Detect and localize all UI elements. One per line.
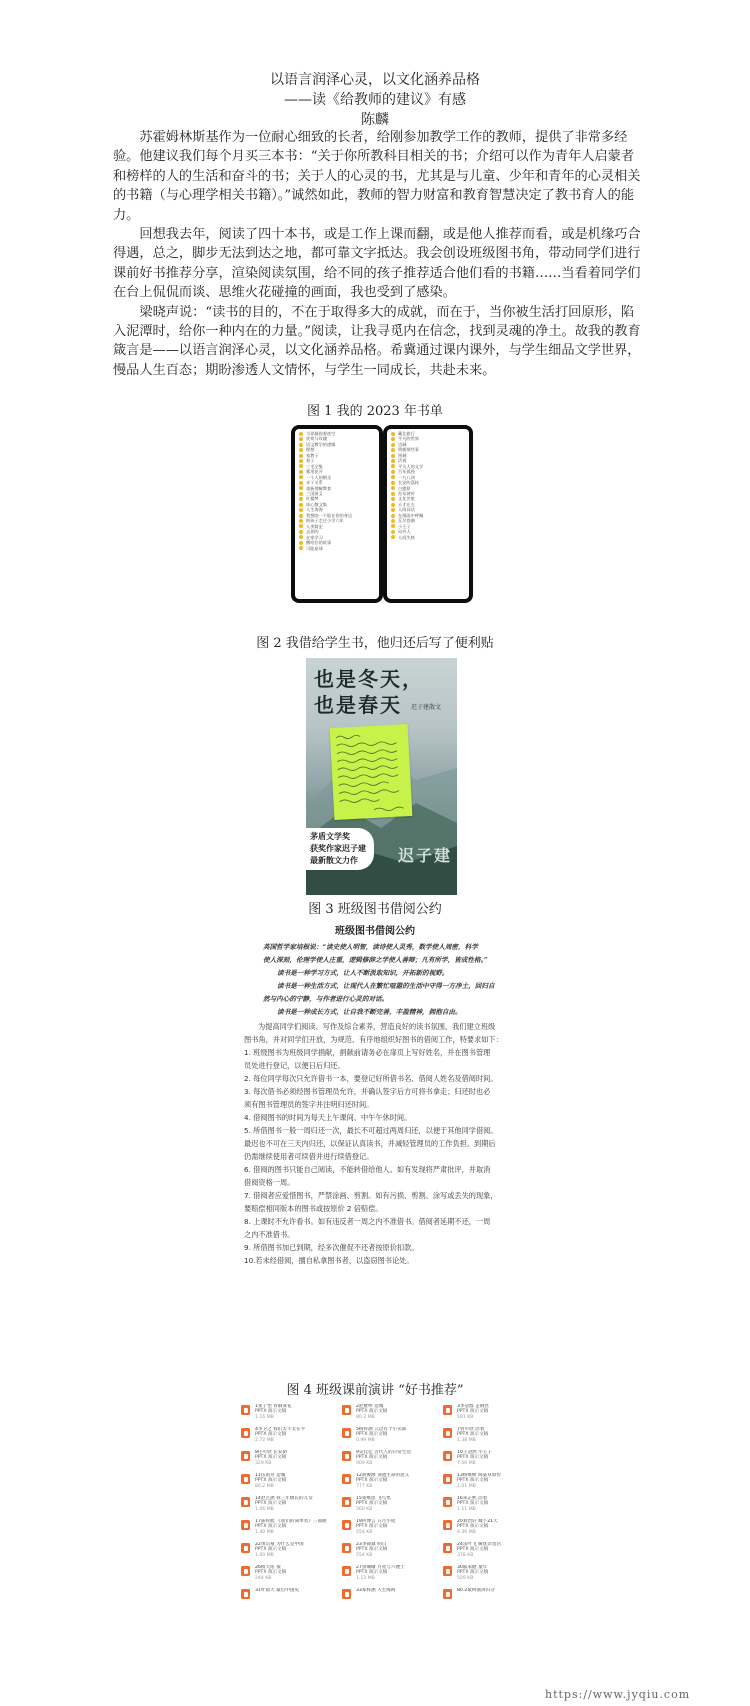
file-name: 23李锦诚 明日	[356, 1542, 387, 1547]
file-name: 2赵雅婷 边城	[356, 1404, 384, 1409]
file-size: 1.13 MB	[356, 1575, 375, 1581]
file-meta	[457, 1404, 489, 1420]
cover-author: 迟子建	[398, 846, 453, 865]
file-item[interactable]	[342, 1496, 437, 1516]
file-name: 80.2最终演讲归分	[457, 1588, 495, 1593]
book-title: 明朝那些事	[398, 447, 419, 453]
file-name: 9吴佳佳 古代人的日常生活	[356, 1450, 411, 1455]
bullet-dot-icon	[391, 475, 395, 479]
bullet-dot-icon	[299, 437, 303, 441]
file-size: 181 KB	[457, 1414, 474, 1420]
file-type: PPTX 演示文稿	[356, 1547, 388, 1553]
file-size: 1.16 MB	[255, 1414, 274, 1420]
book-title: 人类简史	[306, 523, 323, 529]
bullet-dot-icon	[391, 508, 395, 512]
quote-line: 使人深刻，伦理学使人庄重，逻辑修辞之学使人善辩；凡有所学，皆成性格。”	[263, 956, 488, 964]
book-title: 督子	[306, 458, 315, 464]
bullet-dot-icon	[299, 432, 303, 436]
bullet-dot-icon	[391, 530, 395, 534]
pptx-file-icon	[342, 1474, 351, 1484]
file-item[interactable]	[241, 1542, 336, 1562]
book-title: 人间词话	[398, 507, 415, 513]
book-cover-photo	[306, 658, 457, 895]
bullet-dot-icon	[299, 508, 303, 512]
sticky-note	[330, 724, 413, 820]
figure-3-caption: 图 3 班级图书借阅公约	[308, 902, 442, 917]
pptx-file-icon	[342, 1497, 351, 1507]
quote-line: 读书是一种学习方式，让人不断汲取知识，开拓新的视野。	[277, 969, 449, 977]
bullet-dot-icon	[391, 459, 395, 463]
file-type: PPTX 演示文稿	[255, 1547, 287, 1553]
file-size: 554 KB	[356, 1529, 373, 1535]
file-name: 7曾可欣 活着	[457, 1427, 485, 1432]
file-type: PPTX 演示文稿	[356, 1501, 388, 1507]
book-title: 瓦尔登湖	[398, 518, 415, 524]
bullet-dot-icon	[299, 530, 303, 534]
pptx-file-icon	[241, 1520, 250, 1530]
cover-title-line-1: 也是冬天，	[314, 667, 424, 691]
essay-body	[113, 128, 641, 380]
book-title: 人生海海	[306, 507, 323, 513]
rule-line: 6. 借阅的图书只能自己阅读，不能转借给他人。如有发现将严肃批评，并取消	[244, 1165, 491, 1174]
file-item[interactable]	[241, 1496, 336, 1516]
file-type: PPTX 演示文稿	[356, 1570, 388, 1576]
file-item[interactable]	[241, 1565, 336, 1585]
quote-line: 然与内心的宁静，与作者进行心灵的对话。	[263, 995, 389, 1003]
cover-award-badge	[306, 828, 374, 870]
pptx-file-icon	[443, 1497, 452, 1507]
quote-line: 英国哲学家培根说：“读史使人明智，读诗使人灵秀，数学使人周密，科学	[263, 943, 478, 951]
file-item[interactable]	[443, 1450, 538, 1470]
file-type: PPTX 演示文稿	[457, 1570, 489, 1576]
book-title: 在细雨中呼喊	[398, 512, 424, 518]
file-size: 244 KB	[255, 1575, 272, 1581]
file-type: PPTX 演示文稿	[255, 1409, 287, 1415]
book-title: 白鹿原	[398, 485, 411, 491]
essay-paragraph: 苏霍姆林斯基作为一位耐心细致的长者，给刚参加教学工作的教师，提供了非常多经验。他建议我们每个月买三本书：“关于你所教科目相关的书；介绍可以作为青年人启蒙者和榜样的人的生活和奋斗的书；关于人的心灵的书，尤其是与儿童、少年和青年的心灵相关的书籍（与心理学相关书籍）。”诚然如此，教师的智力财富和教育智慧决定了教书育人的能力。	[113, 130, 641, 223]
rule-line: 之内不准借书。	[244, 1230, 295, 1239]
booklist-phone-left	[291, 425, 383, 603]
file-type: PPTX 演示文稿	[356, 1478, 388, 1484]
file-size: 509 KB	[457, 1575, 474, 1581]
file-name: 13杨维桢 海棠草原传	[457, 1473, 502, 1478]
file-meta	[255, 1588, 299, 1593]
book-item	[391, 535, 465, 540]
pptx-file-icon	[342, 1589, 351, 1599]
rule-line: 最迟也不可在三天内归还，以保证认真读书，并减轻管理员的工作负担。到期后	[244, 1139, 496, 1148]
bullet-dot-icon	[391, 497, 395, 501]
bullet-dot-icon	[299, 541, 303, 545]
pptx-file-icon	[443, 1520, 452, 1530]
rules-list	[244, 1020, 509, 1267]
file-meta	[457, 1542, 501, 1558]
file-name: 22黄宗豪 为什么是中国	[255, 1542, 304, 1547]
pptx-file-icon	[342, 1405, 351, 1415]
handwriting-scribble	[330, 724, 413, 820]
file-type: PPTX 演示文稿	[255, 1570, 287, 1576]
pptx-file-icon	[241, 1566, 250, 1576]
file-item[interactable]	[241, 1588, 336, 1608]
book-title: 边城	[398, 441, 407, 447]
file-type: PPTX 演示文稿	[356, 1432, 388, 1438]
booklist-right	[387, 429, 469, 599]
bullet-dot-icon	[299, 481, 303, 485]
rule-line: 9. 所借图书加已到期，经多次催促不还者按原价扣款。	[244, 1243, 419, 1252]
file-name: 30戚家健 童年	[457, 1565, 488, 1570]
book-title: 天才在左	[398, 501, 415, 507]
file-item[interactable]	[443, 1519, 538, 1539]
bullet-dot-icon	[299, 448, 303, 452]
essay-paragraph: 梁晓声说：“读书的目的，不在于取得多大的成就，而在于，当你被生活打回原形，陷入泥潭时，给你一种内在的力量。”阅读，让我寻觅内在信念，找到灵魂的净土。故我的教育箴言是——以语言润泽心灵，以文化涵养品格。希冀通过课内课外，与学生细品文学世界，慢品人生百态；期盼渗透人文情怀，与学生一同成长，共赴未来。	[113, 304, 641, 378]
file-size: 329 KB	[255, 1460, 272, 1466]
bullet-dot-icon	[391, 470, 395, 474]
file-meta	[457, 1450, 492, 1466]
file-meta	[255, 1473, 286, 1489]
book-title: 我想陪一个能在你的身边	[306, 512, 353, 518]
file-size: 80.2 MB	[356, 1414, 375, 1420]
book-title: 雾里花开	[306, 469, 323, 475]
file-item[interactable]	[241, 1450, 336, 1470]
bullet-dot-icon	[299, 519, 303, 523]
file-size: 2.72 MB	[255, 1437, 274, 1443]
file-name: 15张维恩 飞鸟集	[356, 1496, 391, 1501]
file-name: 8任可欣 长安街	[255, 1450, 287, 1455]
file-type: PPTX 演示文稿	[255, 1501, 287, 1507]
bullet-dot-icon	[299, 497, 303, 501]
bullet-dot-icon	[299, 546, 303, 550]
bullet-dot-icon	[391, 437, 395, 441]
rule-line: 要赔偿相同版本的图书或按原价 2 倍赔偿。	[244, 1204, 383, 1213]
book-title: 红楼梦	[306, 496, 319, 502]
book-title: 平凡人的文学	[398, 463, 424, 469]
book-title: 陪孩子走过小学六年	[306, 518, 344, 524]
book-title: 冰心散文集	[306, 501, 327, 507]
file-name: 16朱芷熙 活着	[457, 1496, 488, 1501]
pptx-file-icon	[443, 1474, 452, 1484]
file-size: 378 KB	[457, 1552, 474, 1558]
file-name: 4李卫之 我们太不太在乎	[255, 1427, 306, 1432]
file-size: 554 KB	[356, 1552, 373, 1558]
book-title: 三国演义	[306, 490, 323, 496]
pptx-file-icon	[443, 1589, 452, 1599]
book-title: 三毛全集	[306, 463, 323, 469]
file-name: 19何博言 五月小屋	[356, 1519, 396, 1524]
file-size: 1.00 MB	[255, 1552, 274, 1558]
file-meta	[356, 1473, 409, 1489]
book-title: 亲子关系	[306, 480, 323, 486]
file-type: PPTX 演示文稿	[457, 1524, 489, 1530]
file-meta	[457, 1427, 488, 1443]
file-size: 1.40 MB	[255, 1529, 274, 1535]
author: 陈麟	[361, 112, 389, 128]
pptx-file-icon	[443, 1405, 452, 1415]
file-size: 1.01 MB	[457, 1483, 476, 1489]
file-name: 3李冠群 走钢丝	[457, 1404, 489, 1409]
file-name: 12胡俊源 顶流生命的意义	[356, 1473, 410, 1478]
cover-title-line-2: 也是春天	[314, 693, 402, 717]
rule-line: 2. 每位同学每次只允许借书一本，要登记好所借书名、借阅人姓名及借阅时间。	[244, 1074, 498, 1083]
bullet-dot-icon	[299, 503, 303, 507]
file-meta	[255, 1450, 287, 1466]
pptx-file-icon	[443, 1451, 452, 1461]
pptx-file-icon	[342, 1520, 351, 1530]
file-name: 14赵艺涵 我三年级长的儿女	[255, 1496, 313, 1501]
rule-line: 7. 借阅者应爱惜图书，严禁涂画、剪割。如有污损、剪割、涂写或丢失的现象，	[244, 1191, 498, 1200]
book-title: 当你凝视着夜空	[306, 431, 336, 436]
rule-line: 须有图书管理员的签字并注明归还时间。	[244, 1100, 374, 1109]
rules-doc-title: 班级图书借阅公约	[335, 926, 415, 937]
file-size: 1.11 MB	[457, 1506, 476, 1512]
file-meta	[356, 1404, 387, 1420]
figure-4-caption: 图 4 班级课前演讲 “好书推荐”	[286, 1383, 464, 1398]
file-type: PPTX 演示文稿	[255, 1524, 287, 1530]
file-type: PPTX 演示文稿	[457, 1501, 489, 1507]
bullet-dot-icon	[299, 492, 303, 496]
file-meta	[356, 1565, 405, 1581]
book-title: 去你的	[306, 529, 319, 535]
file-item[interactable]	[342, 1450, 437, 1470]
bullet-dot-icon	[299, 464, 303, 468]
file-item[interactable]	[443, 1588, 538, 1608]
file-size: 909 KB	[356, 1460, 373, 1466]
bullet-dot-icon	[391, 464, 395, 468]
file-meta	[457, 1519, 498, 1535]
pptx-file-icon	[241, 1474, 250, 1484]
book-title: 一个人的朝圣	[306, 474, 332, 480]
file-type: PPTX 演示文稿	[356, 1409, 388, 1415]
file-name: 20刘治轩 城下21天	[457, 1519, 498, 1524]
file-meta	[255, 1496, 313, 1512]
file-type: PPTX 演示文稿	[255, 1432, 287, 1438]
file-type: PPTX 演示文稿	[255, 1478, 287, 1484]
booklist-phone-right	[383, 425, 473, 603]
file-name: 1张子怡 青铜葵花	[255, 1404, 292, 1409]
file-meta	[457, 1473, 501, 1489]
file-name: 27鲁珊珊 月亮与六便士	[356, 1565, 405, 1570]
bullet-dot-icon	[299, 524, 303, 528]
file-type: PPTX 演示文稿	[457, 1409, 489, 1415]
rule-line: 员处进行登记，以便日后归还。	[244, 1061, 345, 1070]
pptx-file-icon	[241, 1589, 250, 1599]
page-title: 以语言润泽心灵，以文化涵养品格	[270, 72, 480, 88]
file-item[interactable]	[443, 1427, 538, 1447]
bullet-dot-icon	[299, 470, 303, 474]
pptx-file-icon	[342, 1543, 351, 1553]
file-size: 777 KB	[356, 1483, 373, 1489]
bullet-dot-icon	[299, 459, 303, 463]
file-type: PPTX 演示文稿	[356, 1455, 388, 1461]
book-title: 可能星球	[306, 545, 323, 551]
book-title: 文化苦旅	[398, 496, 415, 502]
file-name: 10王冠然 小王子	[457, 1450, 492, 1455]
rule-line: 4. 借阅图书的时间为每天上午课间、中午午休时间。	[244, 1113, 412, 1122]
book-title: 长安的荔枝	[398, 480, 419, 486]
file-size: 0.99 MB	[356, 1437, 375, 1443]
pptx-file-icon	[342, 1428, 351, 1438]
file-meta	[255, 1404, 292, 1420]
rule-line: 10.若未经借阅，擅自私拿图书者，以盗窃图书论处。	[244, 1256, 414, 1265]
book-title: 围城	[398, 452, 407, 458]
file-size: 560 KB	[356, 1506, 373, 1512]
file-item[interactable]	[443, 1473, 538, 1493]
file-meta	[356, 1427, 406, 1443]
cover-title	[314, 666, 424, 718]
file-meta	[356, 1588, 395, 1593]
rule-line: 1. 班级图书为班级同学捐献，捐献前请务必在扉页上写好姓名，并在图书管理	[244, 1048, 491, 1057]
booklist-left	[295, 429, 379, 599]
file-meta	[255, 1542, 304, 1558]
bullet-dot-icon	[299, 535, 303, 539]
file-item[interactable]	[241, 1427, 336, 1447]
book-title: 语文教学的逻辑	[306, 441, 336, 447]
bullet-dot-icon	[299, 443, 303, 447]
rule-line: 借阅资格一周。	[244, 1178, 295, 1187]
bullet-dot-icon	[299, 454, 303, 458]
book-title: 在家学习	[306, 534, 323, 540]
rule-line: 图书角，并对同学们开放，为规范、有序地组织好图书的借阅工作，特要求如下：	[244, 1035, 503, 1044]
bullet-dot-icon	[391, 535, 395, 539]
file-name: 24雷叶飞 解忧杂货店	[457, 1542, 502, 1547]
bullet-dot-icon	[391, 432, 395, 436]
bullet-dot-icon	[391, 503, 395, 507]
file-type: PPTX 演示文稿	[457, 1455, 489, 1461]
pptx-file-icon	[342, 1451, 351, 1461]
bullet-dot-icon	[391, 519, 395, 523]
file-type: PPTX 演示文稿	[457, 1478, 489, 1484]
file-type: PPTX 演示文稿	[457, 1432, 489, 1438]
rule-line: 仍需继续使用者可续借并进行续借登记。	[244, 1152, 374, 1161]
book-title: 一九八四	[398, 474, 415, 480]
book-title: 百年孤独	[398, 469, 415, 475]
file-item[interactable]	[342, 1473, 437, 1493]
book-title: 重新理解教育	[306, 485, 332, 491]
file-meta	[457, 1588, 495, 1593]
rule-line: 8. 上课时不允许看书。如有违反者一周之内不准借书。借阅者延期不还，一周	[244, 1217, 491, 1226]
quote-line: 读书是一种成长方式，让自我不断完善，丰盈精神，拥抱自由。	[277, 1008, 462, 1016]
file-item[interactable]	[241, 1519, 336, 1539]
pptx-file-icon	[241, 1451, 250, 1461]
watermark: https://www.jyqiu.com	[545, 1688, 691, 1701]
file-item[interactable]	[443, 1404, 538, 1424]
file-size: 1.06 MB	[255, 1506, 274, 1512]
file-name: 26杨天佑 狼	[255, 1565, 281, 1570]
rules-quote	[263, 941, 508, 1019]
figure-2-caption: 图 2 我借给学生书，他归还后写了便利贴	[256, 636, 494, 651]
file-name: 31叶晨天 最后中国史	[255, 1588, 300, 1593]
file-item[interactable]	[342, 1565, 437, 1585]
bullet-dot-icon	[391, 514, 395, 518]
file-type: PPTX 演示文稿	[356, 1524, 388, 1530]
file-item[interactable]	[342, 1404, 437, 1424]
book-title: 平凡的世界	[398, 436, 419, 442]
file-item[interactable]	[342, 1588, 437, 1608]
file-name: 33郑梓涵 人生海海	[356, 1588, 396, 1593]
bullet-dot-icon	[391, 481, 395, 485]
cover-series: 迟子建散文	[411, 704, 442, 711]
bullet-dot-icon	[391, 486, 395, 490]
file-meta	[356, 1496, 391, 1512]
bullet-dot-icon	[391, 443, 395, 447]
pptx-file-icon	[241, 1428, 250, 1438]
book-title: 局外人	[398, 529, 411, 535]
file-item[interactable]	[241, 1473, 336, 1493]
bullet-dot-icon	[299, 486, 303, 490]
pptx-file-icon	[342, 1566, 351, 1576]
rule-line: 为提高同学们阅读、写作及综合素养，营造良好的读书氛围，我们建立班级	[258, 1022, 496, 1031]
pptx-file-icon	[241, 1497, 250, 1507]
bullet-dot-icon	[299, 475, 303, 479]
file-meta	[255, 1565, 286, 1581]
bullet-dot-icon	[391, 492, 395, 496]
figure-1-caption: 图 1 我的 2023 年书单	[307, 404, 443, 419]
file-size: 80.2 MB	[255, 1483, 274, 1489]
book-title: 藏北旅行	[398, 431, 415, 436]
cover-award-line: 获奖作家迟子建	[310, 844, 366, 853]
file-type: PPTX 演示文稿	[255, 1455, 287, 1461]
book-title: 理想	[306, 447, 315, 453]
bullet-dot-icon	[391, 524, 395, 528]
quote-line: 读书是一种生活方式，让现代人在繁忙喧嚣的生活中守得一方净土，回归自	[277, 982, 495, 990]
essay-paragraph: 回想我去年，阅读了四十本书，或是工作上课而翻，或是他人推荐而看，或是机缘巧合得遇，总之，脚步无法到达之地，都可靠文字抵达。我会创设班级图书角，带动同学们进行课前好书推荐分享，渲染阅读氛围，给不同的孩子推荐适合他们看的书籍……当看着同学们在台上侃侃而谈、思维火花碰撞的画面，我也受到了感染。	[113, 227, 641, 301]
file-size: 1.38 MB	[457, 1437, 476, 1443]
file-name: 17陈梓航 《我们的简单者》三部曲	[255, 1519, 327, 1524]
file-meta	[255, 1519, 327, 1535]
file-meta	[356, 1450, 411, 1466]
file-meta	[255, 1427, 305, 1443]
bullet-dot-icon	[299, 514, 303, 518]
pptx-file-icon	[241, 1543, 250, 1553]
file-grid	[241, 1404, 541, 1609]
file-size: 4.36 MB	[457, 1529, 476, 1535]
book-title: 夜莺与玫瑰	[306, 436, 327, 442]
pptx-file-icon	[443, 1428, 452, 1438]
file-item[interactable]	[443, 1542, 538, 1562]
file-meta	[457, 1565, 488, 1581]
file-meta	[356, 1519, 395, 1535]
file-item[interactable]	[342, 1519, 437, 1539]
cover-award-line: 茅盾文学奖	[310, 832, 350, 841]
pptx-file-icon	[443, 1543, 452, 1553]
file-item[interactable]	[241, 1404, 336, 1424]
file-type: PPTX 演示文稿	[457, 1547, 489, 1553]
book-title: 撒哈拉的故事	[306, 540, 332, 546]
file-item[interactable]	[443, 1565, 538, 1585]
book-title: 苏东坡传	[398, 490, 415, 496]
file-meta	[356, 1542, 387, 1558]
rule-line: 5. 所借图书一般一周归还一次，最长不可超过两周归还，以便于其他同学借阅。	[244, 1126, 498, 1135]
file-name: 11伍雨舟 边城	[255, 1473, 286, 1478]
file-size: 7.56 MB	[457, 1460, 476, 1466]
book-title: 小王子	[398, 523, 411, 529]
file-item[interactable]	[342, 1542, 437, 1562]
pptx-file-icon	[443, 1566, 452, 1576]
cover-award-line: 最新散文力作	[310, 856, 358, 865]
bullet-dot-icon	[391, 448, 395, 452]
bullet-dot-icon	[391, 454, 395, 458]
book-title: 活着	[398, 458, 407, 464]
file-name: 5杨梓涵 云边有个小卖部	[356, 1427, 407, 1432]
book-title: 人间失格	[398, 534, 415, 540]
file-meta	[457, 1496, 488, 1512]
book-title: 家教子	[306, 452, 319, 458]
rule-line: 3. 每次借书必须经图书管理员允许，并确认签字后方可将书拿走；归还时也必	[244, 1087, 491, 1096]
book-item	[299, 546, 375, 551]
file-item[interactable]	[342, 1427, 437, 1447]
pptx-file-icon	[241, 1405, 250, 1415]
file-item[interactable]	[443, 1496, 538, 1516]
page-subtitle: ——读《给教师的建议》有感	[284, 92, 466, 108]
